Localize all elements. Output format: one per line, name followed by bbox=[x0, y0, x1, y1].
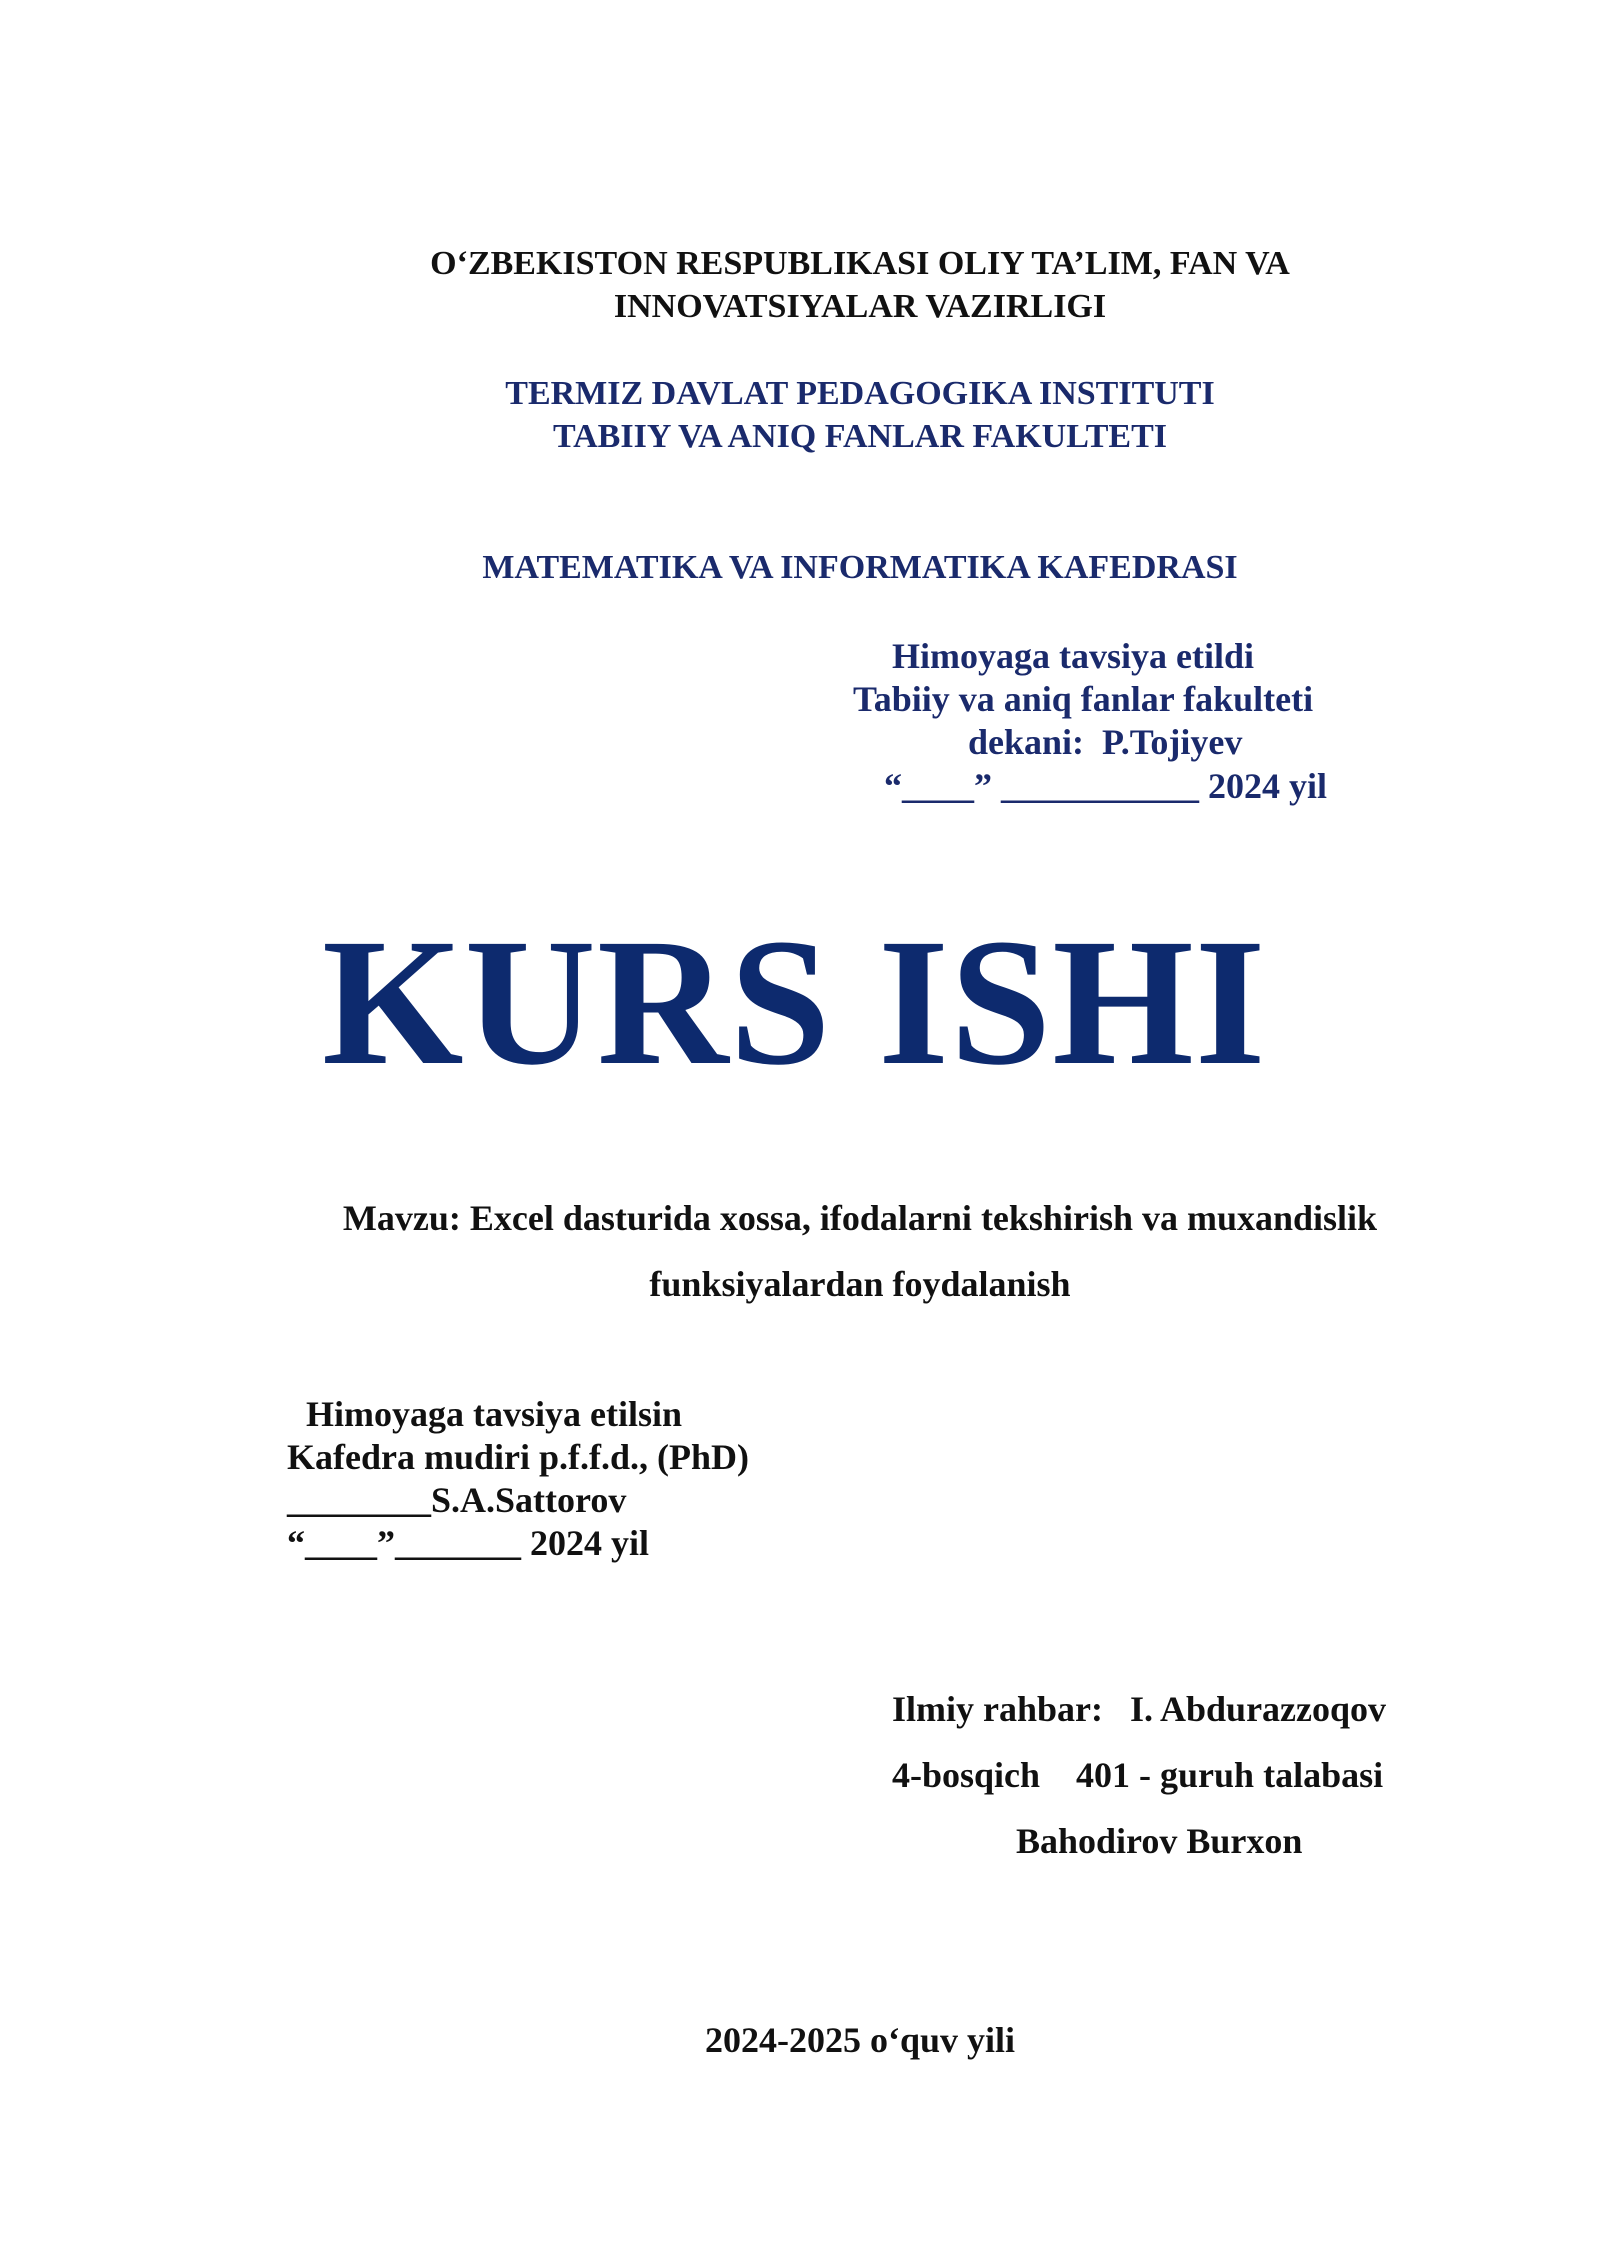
student-name: Bahodirov Burxon bbox=[1016, 1821, 1303, 1861]
academic-year: 2024-2025 o‘quv yili bbox=[704, 2020, 1016, 2060]
dean-approval-line-2: Tabiiy va aniq fanlar fakulteti bbox=[853, 679, 1314, 719]
institute-name: TERMIZ DAVLAT PEDAGOGIKA INSTITUTI bbox=[505, 375, 1215, 412]
student-group-line: 4-bosqich 401 - guruh talabasi bbox=[892, 1755, 1384, 1795]
topic-line-2: funksiyalardan foydalanish bbox=[649, 1264, 1071, 1304]
faculty-name: TABIIY VA ANIQ FANLAR FAKULTETI bbox=[552, 418, 1168, 455]
document-title: KURS ISHI bbox=[322, 902, 1267, 1103]
dean-approval-line-1: Himoyaga tavsiya etildi bbox=[892, 636, 1254, 676]
department-name: MATEMATIKA VA INFORMATIKA KAFEDRASI bbox=[482, 549, 1238, 586]
dean-approval-line-3: dekani: P.Tojiyev bbox=[968, 722, 1243, 762]
dean-approval-date: “____” ___________ 2024 yil bbox=[884, 766, 1328, 806]
head-approval-line-1: Himoyaga tavsiya etilsin bbox=[306, 1394, 682, 1434]
topic-line-1: Mavzu: Excel dasturida xossa, ifodalarni tekshirish va muxandislik bbox=[342, 1198, 1378, 1238]
head-approval-signature: ________S.A.Sattorov bbox=[287, 1480, 627, 1520]
head-approval-line-2: Kafedra mudiri p.f.f.d., (PhD) bbox=[287, 1437, 749, 1477]
head-approval-date: “____”_______ 2024 yil bbox=[287, 1523, 650, 1563]
ministry-line-1: O‘ZBEKISTON RESPUBLIKASI OLIY TA’LIM, FAN VA bbox=[430, 245, 1290, 282]
supervisor-line: Ilmiy rahbar: I. Abdurazzoqov bbox=[892, 1689, 1387, 1729]
ministry-line-2: INNOVATSIYALAR VAZIRLIGI bbox=[613, 288, 1107, 325]
